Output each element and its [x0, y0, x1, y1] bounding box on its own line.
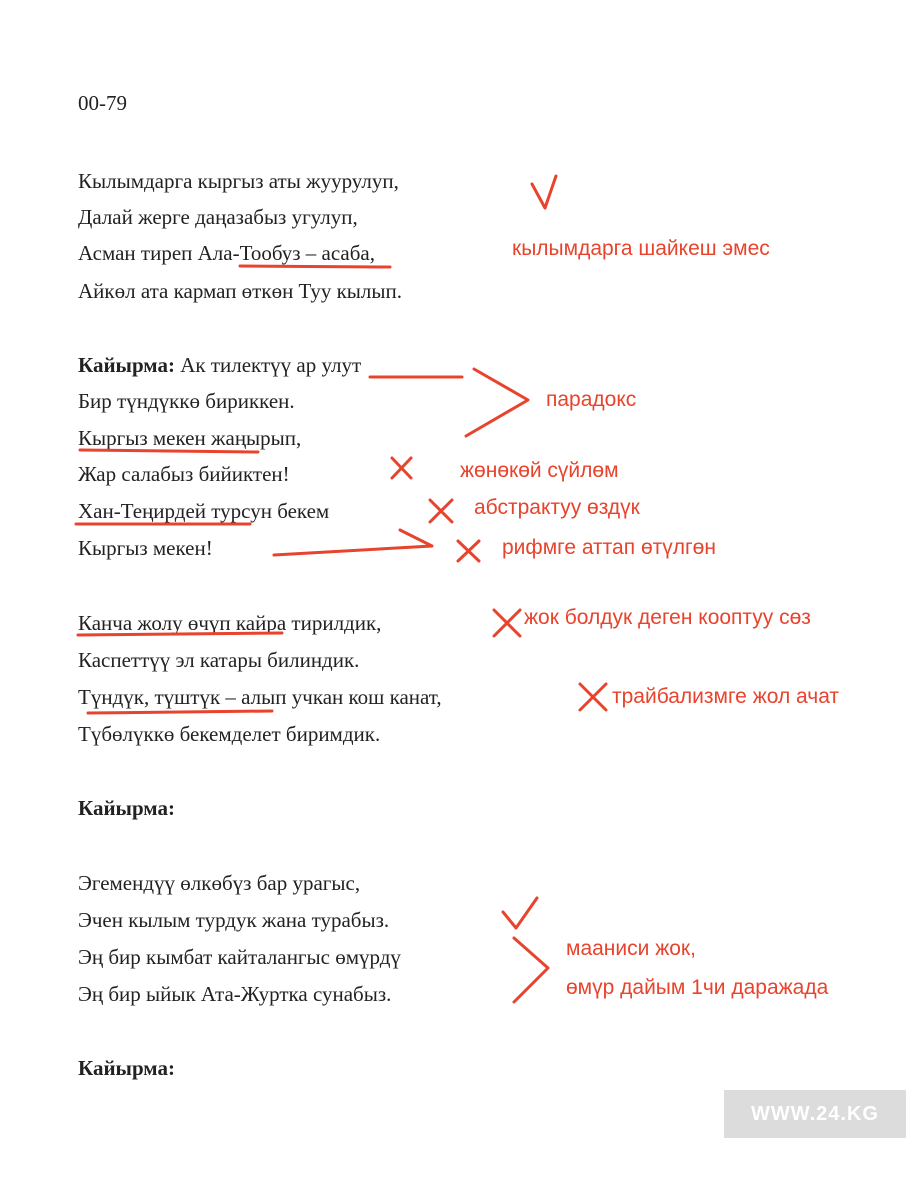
- chevron-right-icon: [514, 938, 548, 1002]
- chorus-line-4: Жар салабыз бийиктен!: [78, 462, 290, 486]
- note-simple-sentence: жөнөкөй сүйлөм: [460, 459, 619, 482]
- verse1-line-1: Кылымдарга кыргыз аты жуурулуп,: [78, 169, 399, 193]
- chorus-label-2: Кайырма:: [78, 796, 175, 820]
- chorus-label: Кайырма:: [78, 353, 175, 377]
- arrow-mark: [274, 530, 432, 555]
- verse2-line-3: Түндүк, түштүк – алып учкан кош канат,: [78, 685, 442, 709]
- cross-icon: [392, 458, 411, 478]
- chorus-line-1-text: Ак тилектүү ар улут: [174, 353, 362, 377]
- chorus-line-3: Кыргыз мекен жаңырып,: [78, 426, 302, 450]
- note-not-matching: кылымдарга шайкеш эмес: [512, 237, 770, 260]
- underline-mark: [80, 450, 258, 452]
- note-life-priority: өмүр дайым 1чи даражада: [566, 976, 829, 999]
- verse3-line-3: Эң бир кымбат кайталангыс өмүрдү: [78, 945, 401, 969]
- checkmark-icon: [532, 176, 556, 208]
- note-dangerous-word: жок болдук деген кооптуу сөз: [524, 606, 811, 629]
- verse3-line-2: Эчен кылым турдук жана турабыз.: [78, 908, 390, 932]
- watermark-logo: WWW.24.KG: [724, 1090, 906, 1138]
- note-paradox: парадокс: [546, 388, 637, 411]
- verse2-line-4: Түбөлүккө бекемделет биримдик.: [78, 722, 381, 746]
- note-meaningless: мааниси жок,: [566, 937, 696, 960]
- note-abstract-identity: абстрактуу өздүк: [474, 496, 640, 519]
- cross-icon: [494, 610, 520, 636]
- underline-mark: [78, 633, 282, 635]
- underline-mark: [88, 711, 272, 713]
- chorus-label-3: Кайырма:: [78, 1056, 175, 1080]
- note-rhyme-skipped: рифмге аттап өтүлгөн: [502, 536, 716, 559]
- underline-mark: [240, 266, 390, 267]
- verse2-line-2: Каспеттүү эл катары билиндик.: [78, 648, 360, 672]
- chevron-right-icon: [466, 369, 528, 436]
- chorus-line-5: Хан-Теңирдей турсун бекем: [78, 499, 330, 523]
- verse1-line-3: Асман тиреп Ала-Тообуз – асаба,: [78, 241, 376, 265]
- verse3-line-4: Эң бир ыйык Ата-Журтка сунабыз.: [78, 982, 392, 1006]
- checkmark-icon: [503, 898, 537, 928]
- note-tribalism: трайбализмге жол ачат: [612, 685, 840, 708]
- verse1-line-2: Далай жерге даңазабыз угулуп,: [78, 205, 358, 229]
- chorus-line-2: Бир түндүккө бириккен.: [78, 389, 295, 413]
- verse2-line-1: Канча жолу өчүп кайра тирилдик,: [78, 611, 382, 635]
- page-number: 00-79: [78, 91, 127, 115]
- verse3-line-1: Эгемендүү өлкөбүз бар урагыс,: [78, 871, 361, 895]
- chorus-line-6: Кыргыз мекен!: [78, 536, 213, 560]
- verse1-line-4: Айкөл ата кармап өткөн Туу кылып.: [78, 279, 402, 303]
- cross-icon: [458, 541, 479, 561]
- cross-icon: [430, 500, 452, 522]
- cross-icon: [580, 684, 606, 710]
